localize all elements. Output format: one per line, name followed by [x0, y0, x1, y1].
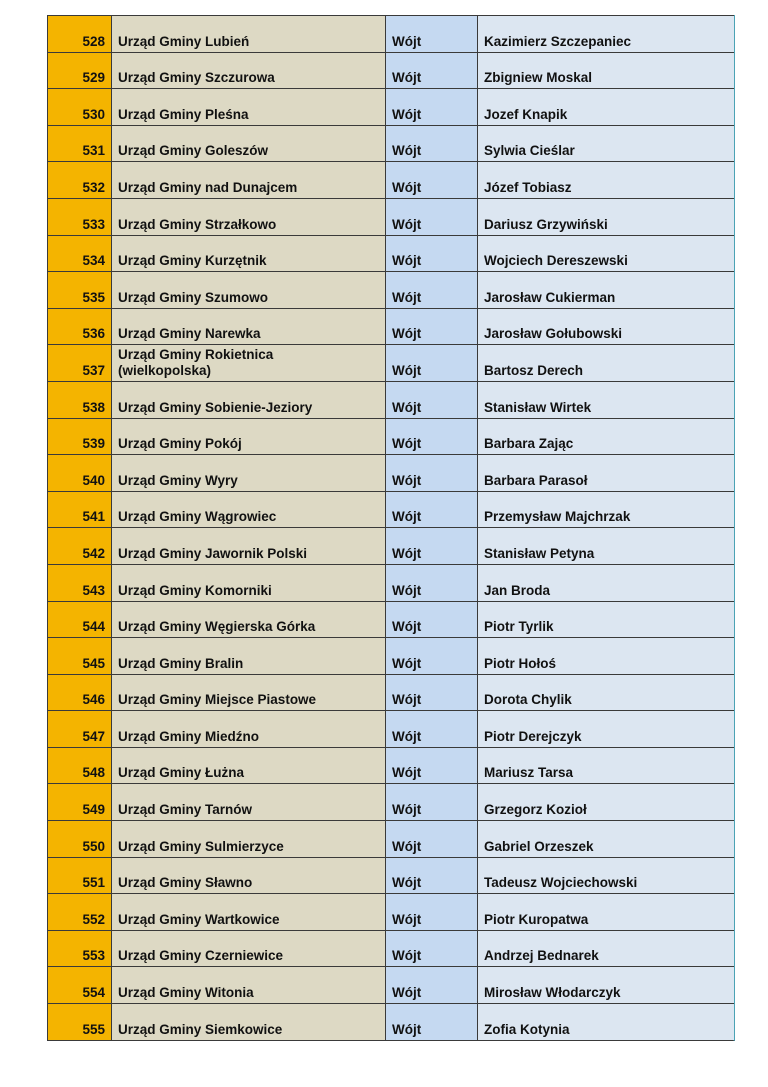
title-text: Wójt: [392, 692, 422, 708]
office-cell: [112, 564, 386, 601]
title-text: Wójt: [392, 655, 422, 671]
title-text: Wójt: [392, 765, 422, 781]
office-text: Urząd Gminy nad Dunajcem: [118, 179, 298, 195]
office-text: Urząd Gminy Łużna: [118, 765, 245, 781]
office-text: Urząd Gminy Siemkowice: [118, 1022, 283, 1038]
row-number-text: 539: [82, 436, 105, 452]
title-cell: [386, 345, 478, 382]
row-number-cell: [48, 747, 112, 784]
official-name-cell: [478, 784, 734, 821]
row-number-cell: [48, 784, 112, 821]
row-number-cell: [48, 674, 112, 711]
official-name-cell: [478, 52, 734, 89]
office-cell: [112, 272, 386, 309]
title-text: Wójt: [392, 985, 422, 1001]
row-number-cell: [48, 491, 112, 528]
row-number-cell: [48, 125, 112, 162]
official-name-cell: [478, 1004, 734, 1041]
row-number-text: 531: [82, 143, 105, 159]
office-text: Urząd Gminy Witonia: [118, 985, 254, 1001]
officials-table-wrapper: [47, 15, 735, 1041]
official-name-cell: [478, 491, 734, 528]
title-cell: [386, 747, 478, 784]
official-name-text: Barbara Parasoł: [484, 472, 588, 488]
official-name-text: Piotr Tyrlik: [484, 619, 554, 635]
title-cell: [386, 89, 478, 126]
table-row: [48, 821, 734, 858]
title-text: Wójt: [392, 253, 422, 269]
title-text: Wójt: [392, 436, 422, 452]
table-row: [48, 784, 734, 821]
office-text: Urząd Gminy Bralin: [118, 655, 244, 671]
office-text: Urząd Gminy Wyry: [118, 472, 238, 488]
official-name-cell: [478, 601, 734, 638]
office-text: Urząd Gminy Miedźno: [118, 728, 260, 744]
office-cell: [112, 601, 386, 638]
row-number-cell: [48, 930, 112, 967]
table-row: [48, 1004, 734, 1041]
row-number-text: 535: [82, 289, 105, 305]
title-cell: [386, 272, 478, 309]
office-cell: [112, 528, 386, 565]
official-name-text: Dorota Chylik: [484, 692, 572, 708]
table-row: [48, 747, 734, 784]
office-text: Urząd Gminy Strzałkowo: [118, 216, 277, 232]
table-row: [48, 235, 734, 272]
row-number-text: 533: [82, 216, 105, 232]
row-number-cell: [48, 711, 112, 748]
official-name-text: Stanisław Wirtek: [484, 399, 592, 415]
office-text: Urząd Gminy Sulmierzyce: [118, 838, 284, 854]
office-text: Urząd Gminy Wągrowiec: [118, 509, 277, 525]
row-number-cell: [48, 528, 112, 565]
official-name-cell: [478, 894, 734, 931]
table-row: [48, 455, 734, 492]
title-text: Wójt: [392, 179, 422, 195]
official-name-cell: [478, 16, 734, 53]
table-row: [48, 857, 734, 894]
row-number-cell: [48, 455, 112, 492]
table-row: [48, 967, 734, 1004]
office-cell: [112, 784, 386, 821]
official-name-text: Józef Tobiasz: [484, 179, 572, 195]
office-cell: [112, 930, 386, 967]
official-name-cell: [478, 198, 734, 235]
row-number-cell: [48, 52, 112, 89]
table-row: [48, 528, 734, 565]
row-number-text: 553: [82, 948, 105, 964]
office-text: Urząd Gminy Komorniki: [118, 582, 272, 598]
office-cell: [112, 125, 386, 162]
title-text: Wójt: [392, 362, 422, 378]
title-text: Wójt: [392, 326, 422, 342]
title-cell: [386, 455, 478, 492]
office-cell: [112, 418, 386, 455]
table-row: [48, 564, 734, 601]
table-row: [48, 52, 734, 89]
official-name-text: Mariusz Tarsa: [484, 765, 574, 781]
title-text: Wójt: [392, 216, 422, 232]
title-cell: [386, 894, 478, 931]
title-text: Wójt: [392, 289, 422, 305]
row-number-text: 555: [82, 1022, 105, 1038]
office-cell: [112, 894, 386, 931]
office-text: Urząd Gminy Rokietnica (wielkopolska): [118, 346, 274, 378]
title-text: Wójt: [392, 875, 422, 891]
official-name-cell: [478, 272, 734, 309]
office-cell: [112, 16, 386, 53]
title-text: Wójt: [392, 545, 422, 561]
row-number-text: 547: [82, 728, 105, 744]
table-row: [48, 198, 734, 235]
official-name-cell: [478, 821, 734, 858]
official-name-cell: [478, 418, 734, 455]
row-number-cell: [48, 821, 112, 858]
title-cell: [386, 564, 478, 601]
official-name-text: Kazimierz Szczepaniec: [484, 33, 632, 49]
row-number-text: 548: [82, 765, 105, 781]
official-name-cell: [478, 711, 734, 748]
official-name-text: Jarosław Cukierman: [484, 289, 616, 305]
row-number-text: 534: [82, 253, 105, 269]
title-text: Wójt: [392, 582, 422, 598]
title-cell: [386, 162, 478, 199]
official-name-text: Wojciech Dereszewski: [484, 253, 628, 269]
title-cell: [386, 528, 478, 565]
title-cell: [386, 674, 478, 711]
row-number-text: 528: [82, 33, 105, 49]
official-name-cell: [478, 930, 734, 967]
row-number-cell: [48, 967, 112, 1004]
official-name-text: Stanisław Petyna: [484, 545, 595, 561]
title-cell: [386, 235, 478, 272]
official-name-text: Piotr Kuropatwa: [484, 911, 589, 927]
row-number-text: 550: [82, 838, 105, 854]
official-name-text: Jan Broda: [484, 582, 551, 598]
office-cell: [112, 674, 386, 711]
official-name-text: Jozef Knapik: [484, 106, 568, 122]
title-text: Wójt: [392, 70, 422, 86]
official-name-cell: [478, 747, 734, 784]
official-name-text: Jarosław Gołubowski: [484, 326, 623, 342]
title-cell: [386, 381, 478, 418]
table-row: [48, 381, 734, 418]
office-cell: [112, 1004, 386, 1041]
title-cell: [386, 930, 478, 967]
title-cell: [386, 967, 478, 1004]
office-text: Urząd Gminy Szczurowa: [118, 70, 275, 86]
official-name-cell: [478, 125, 734, 162]
row-number-text: 543: [82, 582, 105, 598]
official-name-text: Piotr Derejczyk: [484, 728, 582, 744]
title-text: Wójt: [392, 911, 422, 927]
table-row: [48, 162, 734, 199]
official-name-cell: [478, 638, 734, 675]
table-row: [48, 711, 734, 748]
row-number-cell: [48, 235, 112, 272]
office-cell: [112, 747, 386, 784]
row-number-text: 546: [82, 692, 105, 708]
office-cell: [112, 308, 386, 345]
office-cell: [112, 345, 386, 382]
table-row: [48, 272, 734, 309]
office-cell: [112, 198, 386, 235]
table-row: [48, 930, 734, 967]
row-number-cell: [48, 16, 112, 53]
row-number-cell: [48, 198, 112, 235]
row-number-cell: [48, 162, 112, 199]
title-text: Wójt: [392, 728, 422, 744]
officials-table-body: [48, 16, 734, 1041]
official-name-cell: [478, 345, 734, 382]
office-cell: [112, 857, 386, 894]
official-name-text: Bartosz Derech: [484, 362, 584, 378]
title-cell: [386, 857, 478, 894]
row-number-text: 530: [82, 106, 105, 122]
row-number-text: 536: [82, 326, 105, 342]
title-text: Wójt: [392, 948, 422, 964]
title-cell: [386, 52, 478, 89]
office-text: Urząd Gminy Pokój: [118, 436, 242, 452]
title-cell: [386, 308, 478, 345]
row-number-cell: [48, 564, 112, 601]
official-name-text: Zofia Kotynia: [484, 1022, 570, 1038]
official-name-cell: [478, 528, 734, 565]
official-name-text: Barbara Zając: [484, 436, 574, 452]
row-number-cell: [48, 89, 112, 126]
official-name-cell: [478, 308, 734, 345]
title-cell: [386, 491, 478, 528]
official-name-text: Sylwia Cieślar: [484, 143, 575, 159]
table-row: [48, 418, 734, 455]
office-text: Urząd Gminy Czerniewice: [118, 948, 284, 964]
office-cell: [112, 821, 386, 858]
title-cell: [386, 198, 478, 235]
official-name-text: Gabriel Orzeszek: [484, 838, 594, 854]
official-name-cell: [478, 674, 734, 711]
office-text: Urząd Gminy Sobienie-Jeziory: [118, 399, 313, 415]
row-number-cell: [48, 345, 112, 382]
official-name-text: Dariusz Grzywiński: [484, 216, 608, 232]
official-name-cell: [478, 564, 734, 601]
officials-table: [47, 15, 734, 1040]
office-cell: [112, 89, 386, 126]
office-text: Urząd Gminy Tarnów: [118, 802, 253, 818]
row-number-text: 545: [82, 655, 105, 671]
office-text: Urząd Gminy Szumowo: [118, 289, 269, 305]
row-number-text: 544: [82, 619, 105, 635]
title-cell: [386, 638, 478, 675]
official-name-text: Przemysław Majchrzak: [484, 509, 631, 525]
title-text: Wójt: [392, 1022, 422, 1038]
title-cell: [386, 821, 478, 858]
office-cell: [112, 967, 386, 1004]
official-name-cell: [478, 162, 734, 199]
office-cell: [112, 711, 386, 748]
office-text: Urząd Gminy Miejsce Piastowe: [118, 692, 317, 708]
office-text: Urząd Gminy Jawornik Polski: [118, 545, 308, 561]
official-name-cell: [478, 235, 734, 272]
office-text: Urząd Gminy Sławno: [118, 875, 253, 891]
table-row: [48, 125, 734, 162]
table-row: [48, 89, 734, 126]
table-row: [48, 491, 734, 528]
office-cell: [112, 162, 386, 199]
office-text: Urząd Gminy Lubień: [118, 33, 250, 49]
office-cell: [112, 491, 386, 528]
row-number-cell: [48, 272, 112, 309]
office-text: Urząd Gminy Pleśna: [118, 106, 249, 122]
office-text: Urząd Gminy Kurzętnik: [118, 253, 267, 269]
row-number-cell: [48, 894, 112, 931]
office-cell: [112, 235, 386, 272]
table-row: [48, 345, 734, 382]
official-name-cell: [478, 967, 734, 1004]
table-row: [48, 894, 734, 931]
table-row: [48, 601, 734, 638]
official-name-text: Mirosław Włodarczyk: [484, 985, 621, 1001]
table-row: [48, 638, 734, 675]
title-text: Wójt: [392, 802, 422, 818]
row-number-text: 532: [82, 179, 105, 195]
row-number-text: 551: [82, 875, 105, 891]
official-name-text: Grzegorz Kozioł: [484, 802, 587, 818]
official-name-cell: [478, 857, 734, 894]
office-text: Urząd Gminy Węgierska Górka: [118, 619, 316, 635]
row-number-text: 554: [82, 985, 105, 1001]
table-row: [48, 308, 734, 345]
official-name-cell: [478, 381, 734, 418]
title-text: Wójt: [392, 399, 422, 415]
office-text: Urząd Gminy Goleszów: [118, 143, 269, 159]
office-cell: [112, 381, 386, 418]
title-text: Wójt: [392, 472, 422, 488]
title-cell: [386, 784, 478, 821]
title-cell: [386, 601, 478, 638]
title-text: Wójt: [392, 838, 422, 854]
row-number-cell: [48, 601, 112, 638]
row-number-text: 529: [82, 70, 105, 86]
row-number-cell: [48, 381, 112, 418]
official-name-text: Piotr Hołoś: [484, 655, 557, 671]
title-cell: [386, 1004, 478, 1041]
row-number-text: 541: [82, 509, 105, 525]
row-number-text: 540: [82, 472, 105, 488]
table-row: [48, 674, 734, 711]
table-row: [48, 16, 734, 53]
office-text: Urząd Gminy Wartkowice: [118, 911, 280, 927]
office-cell: [112, 52, 386, 89]
title-cell: [386, 125, 478, 162]
official-name-cell: [478, 89, 734, 126]
row-number-text: 538: [82, 399, 105, 415]
row-number-cell: [48, 857, 112, 894]
office-cell: [112, 638, 386, 675]
title-cell: [386, 16, 478, 53]
row-number-cell: [48, 1004, 112, 1041]
office-cell: [112, 455, 386, 492]
title-cell: [386, 418, 478, 455]
title-text: Wójt: [392, 509, 422, 525]
official-name-text: Andrzej Bednarek: [484, 948, 599, 964]
title-text: Wójt: [392, 619, 422, 635]
row-number-cell: [48, 308, 112, 345]
title-text: Wójt: [392, 143, 422, 159]
official-name-text: Tadeusz Wojciechowski: [484, 875, 638, 891]
row-number-text: 549: [82, 802, 105, 818]
office-text: Urząd Gminy Narewka: [118, 326, 261, 342]
title-cell: [386, 711, 478, 748]
official-name-cell: [478, 455, 734, 492]
row-number-text: 552: [82, 911, 105, 927]
row-number-cell: [48, 418, 112, 455]
official-name-text: Zbigniew Moskal: [484, 70, 593, 86]
row-number-text: 542: [82, 545, 105, 561]
row-number-text: 537: [82, 362, 105, 378]
title-text: Wójt: [392, 106, 422, 122]
row-number-cell: [48, 638, 112, 675]
title-text: Wójt: [392, 33, 422, 49]
